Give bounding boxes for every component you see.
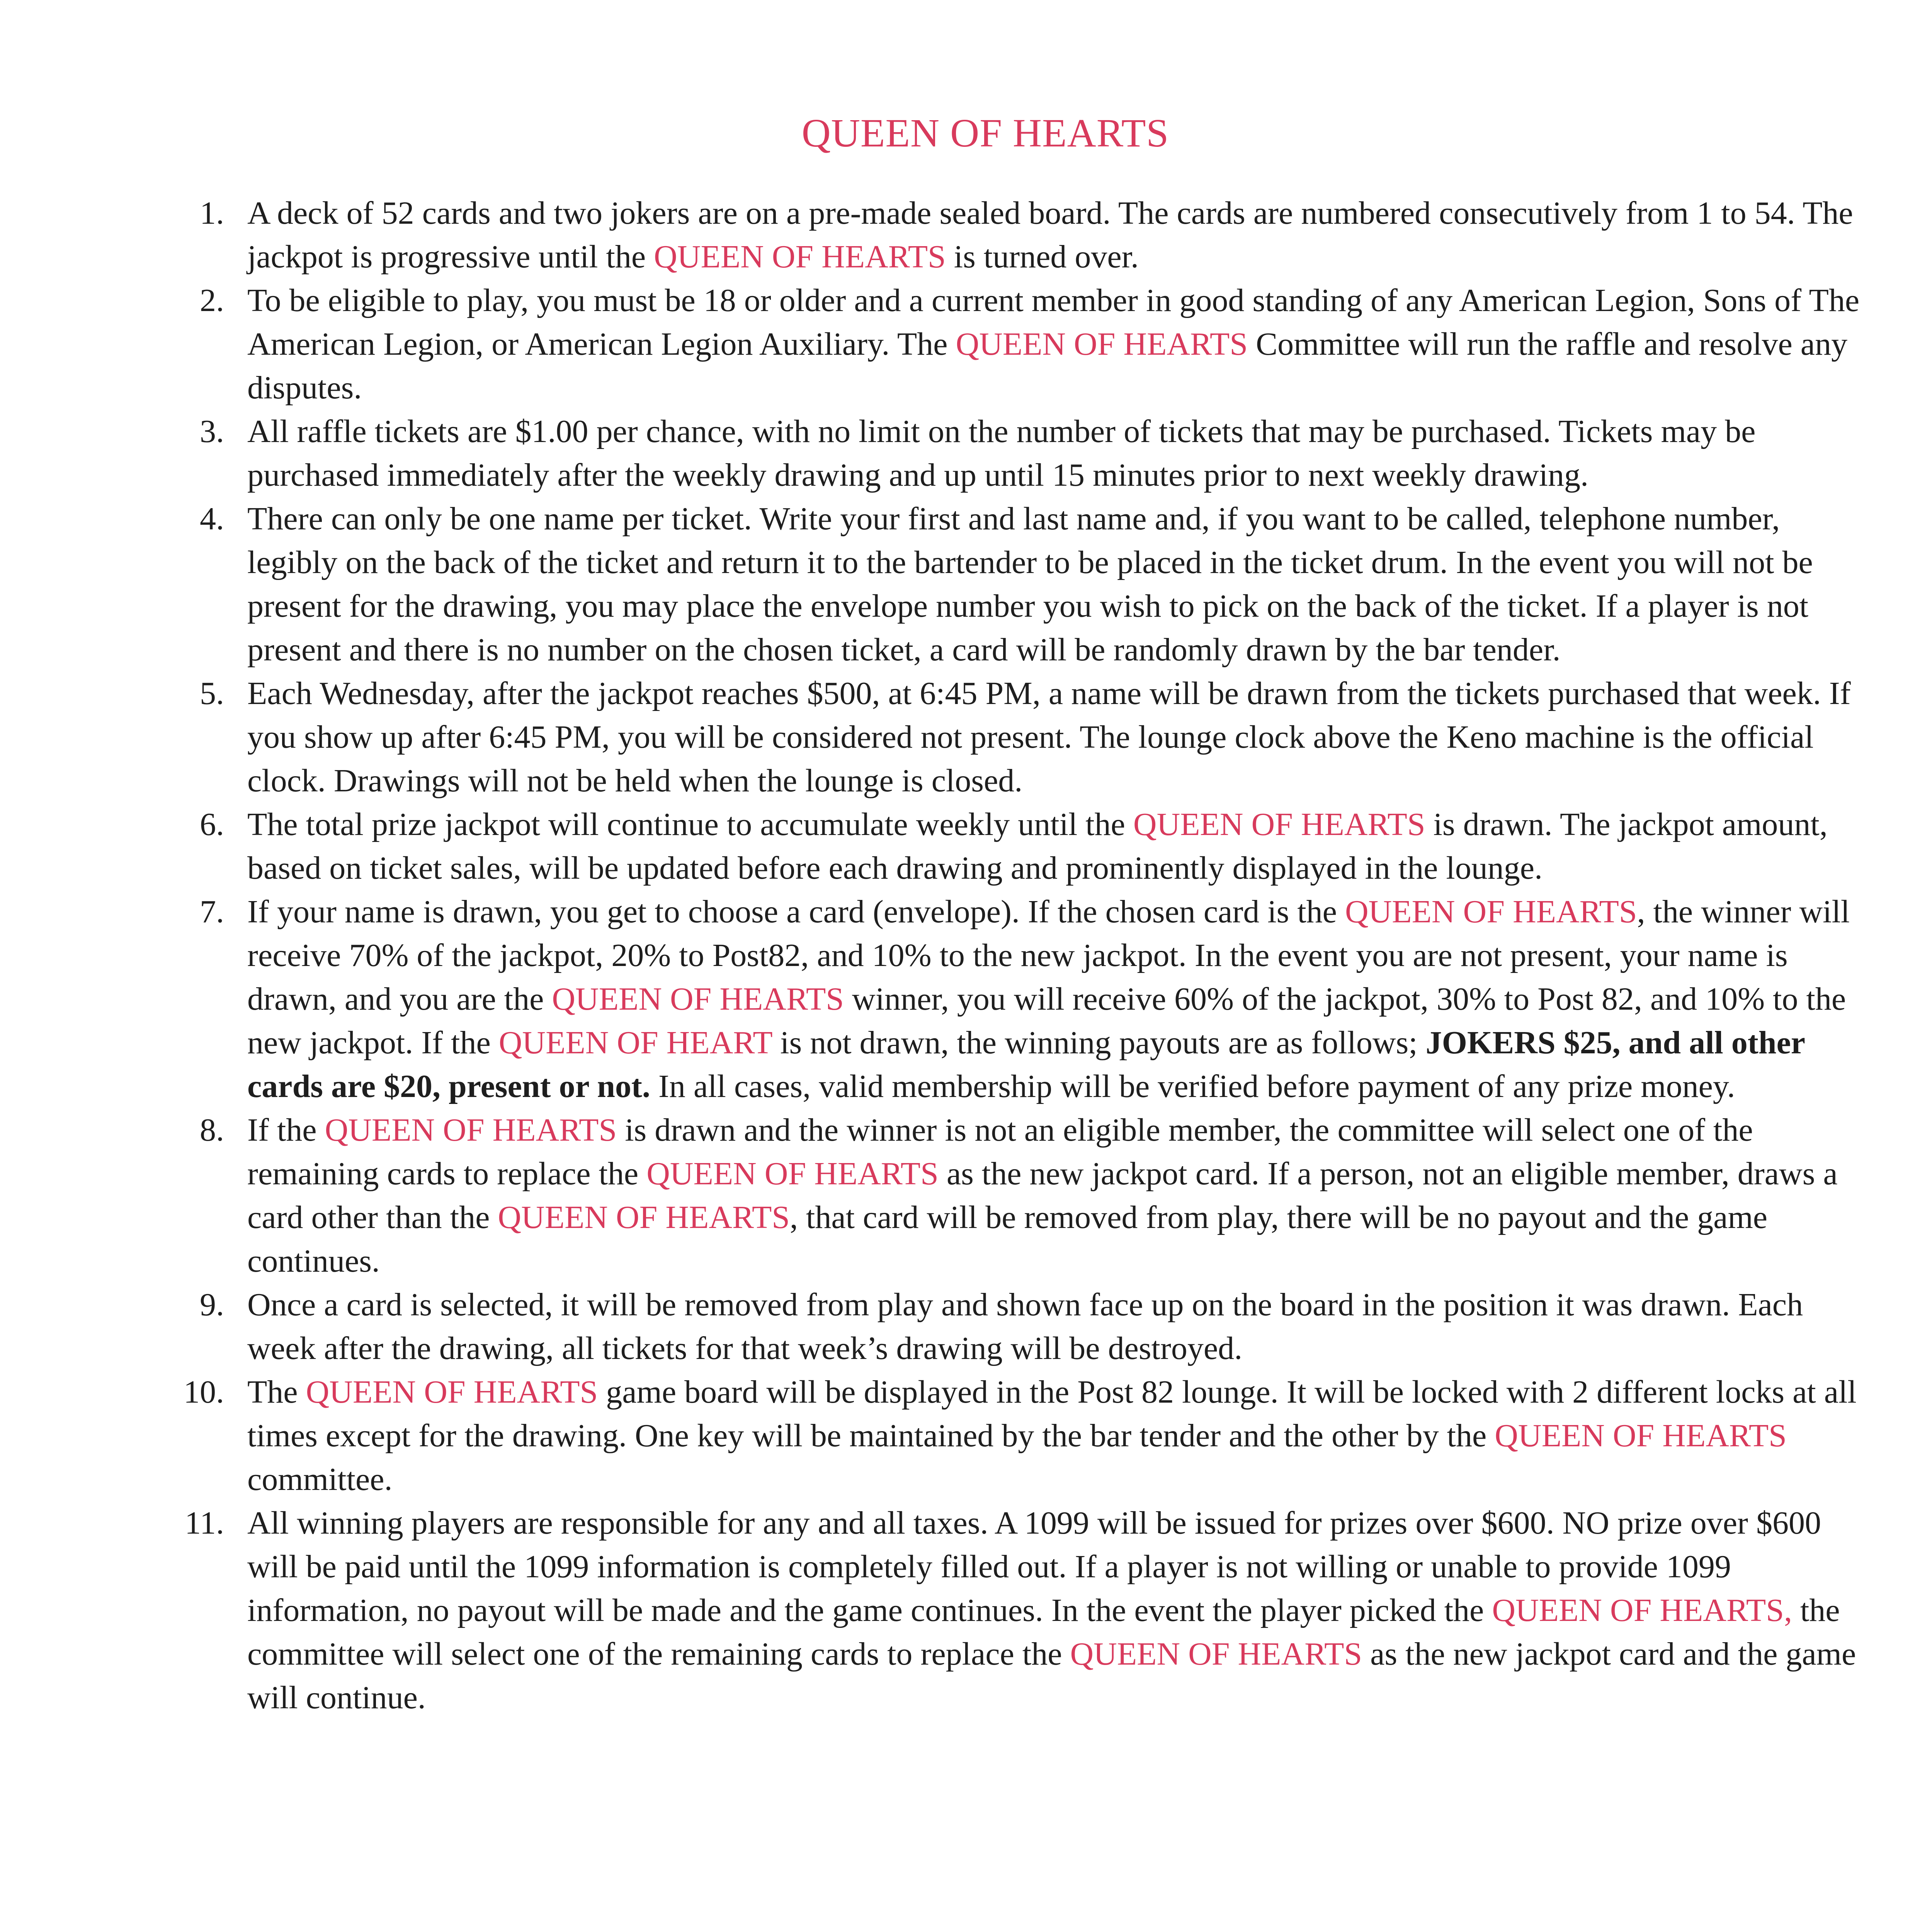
rule-text-segment: In all cases, valid membership will be verified before payment of any prize money.	[650, 1068, 1735, 1104]
rule-number: 8.	[200, 1112, 224, 1148]
highlight-text: QUEEN OF HEARTS	[552, 981, 844, 1017]
rule-number: 7.	[200, 894, 224, 930]
rule-item	[178, 497, 1870, 672]
rule-item	[178, 191, 1870, 279]
rule-number: 3.	[200, 413, 224, 449]
rule-number: 6.	[200, 806, 224, 842]
rule-text-segment: as the new jackpot card. If a person, not an eligible member, draws a card other than the	[247, 1156, 1838, 1235]
rule-item	[178, 410, 1870, 497]
highlight-text: QUEEN OF HEARTS	[646, 1156, 939, 1192]
rule-text-segment: is drawn. The jackpot amount, based on ticket sales, will be updated before each drawing and prominently displayed in the lounge.	[247, 806, 1828, 886]
rule-text-segment: A deck of 52 cards and two jokers are on a pre-made sealed board. The cards are numbered consecutively from 1 to 54. The jackpot is progressive until the	[247, 195, 1853, 275]
rule-text-segment: All raffle tickets are $1.00 per chance, with no limit on the number of tickets that may be purchased. Tickets may be purchased immediately after the weekly drawing and up until 15 minutes prior to next weekly drawing.	[247, 413, 1756, 493]
rule-text	[247, 675, 1851, 799]
highlight-text: QUEEN OF HEARTS	[1495, 1418, 1787, 1454]
document-title: QUEEN OF HEARTS	[801, 111, 1169, 155]
rule-text-segment: is drawn and the winner is not an eligible member, the committee will select one of the remaining cards to replace the	[247, 1112, 1753, 1192]
rule-item	[178, 1283, 1870, 1370]
rule-text	[247, 282, 1859, 406]
rule-text-segment: the committee will select one of the remaining cards to replace the	[247, 1592, 1840, 1672]
rule-text-segment: , that card will be removed from play, there will be no payout and the game continues.	[247, 1199, 1768, 1279]
rule-text	[247, 1374, 1857, 1497]
rule-text-segment: game board will be displayed in the Post 82 lounge. It will be locked with 2 different locks at all times except for the drawing. One key will be maintained by the bar tender and the other by the	[247, 1374, 1857, 1454]
rule-text-segment: If the	[247, 1112, 325, 1148]
rule-item	[178, 803, 1870, 890]
highlight-text: QUEEN OF HEARTS	[956, 326, 1248, 362]
rule-text	[247, 413, 1755, 493]
highlight-text: QUEEN OF HEARTS	[1133, 806, 1425, 842]
rule-item	[178, 1501, 1870, 1719]
rule-text-segment: If your name is drawn, you get to choose a card (envelope). If the chosen card is the	[247, 894, 1345, 930]
rule-text-segment: Committee will run the raffle and resolve any disputes.	[247, 326, 1848, 406]
rule-text-segment: as the new jackpot card and the game will continue.	[247, 1636, 1856, 1716]
rule-text	[247, 1287, 1803, 1366]
rule-text-segment: To be eligible to play, you must be 18 or older and a current member in good standing of any American Legion, Sons of The American Legion, or American Legion Auxiliary. The	[247, 282, 1860, 362]
rule-number: 5.	[200, 675, 224, 711]
highlight-text: QUEEN OF HEARTS	[306, 1374, 598, 1410]
rule-text-segment: All winning players are responsible for any and all taxes. A 1099 will be issued for prizes over $600. NO prize over $600 will be paid until the 1099 information is completely filled out. If a player is not willing or unable to provide 1099 information, no payout will be made and the game continues. In the event the player picked the	[247, 1505, 1821, 1628]
rule-number: 4.	[200, 501, 224, 537]
rule-text-segment: committee.	[247, 1461, 393, 1497]
highlight-text: QUEEN OF HEARTS	[1345, 894, 1637, 930]
highlight-text: QUEEN OF HEARTS,	[1492, 1592, 1792, 1628]
rule-number: 1.	[200, 195, 224, 231]
rule-text	[247, 1112, 1838, 1279]
rule-text	[247, 501, 1813, 668]
rule-text-segment: Once a card is selected, it will be removed from play and shown face up on the board in the position it was drawn. Each week after the drawing, all tickets for that week’s drawing will be destroyed.	[247, 1287, 1803, 1366]
rule-text-segment: The total prize jackpot will continue to accumulate weekly until the	[247, 806, 1133, 842]
rule-item	[178, 279, 1870, 410]
rule-text	[247, 894, 1850, 1104]
highlight-text: QUEEN OF HEART	[498, 1025, 772, 1061]
highlight-text: QUEEN OF HEARTS	[498, 1199, 790, 1235]
rule-item	[178, 672, 1870, 803]
rule-text	[247, 806, 1828, 886]
rule-text-segment: is not drawn, the winning payouts are as follows;	[772, 1025, 1426, 1061]
rule-item	[178, 1370, 1870, 1501]
rule-number: 9.	[200, 1287, 224, 1323]
highlight-text: QUEEN OF HEARTS	[325, 1112, 617, 1148]
rule-text	[247, 1505, 1856, 1716]
rule-text-segment: is turned over.	[946, 239, 1139, 275]
rules-list	[178, 191, 1870, 1719]
rule-item	[178, 1108, 1870, 1283]
rule-text-segment: , the winner will receive 70% of the jackpot, 20% to Post82, and 10% to the new jackpot. In the event you are not present, your name is drawn, and you are the	[247, 894, 1850, 1017]
rule-number: 11.	[185, 1505, 224, 1541]
bold-text: JOKERS $25, and all other cards are $20, present or not.	[247, 1025, 1805, 1104]
rule-text-segment: Each Wednesday, after the jackpot reaches $500, at 6:45 PM, a name will be drawn from the tickets purchased that week. If you show up after 6:45 PM, you will be considered not present. The lounge clock above the Keno machine is the official clock. Drawings will not be held when the lounge is closed.	[247, 675, 1851, 799]
rule-text-segment: The	[247, 1374, 306, 1410]
rule-number: 10.	[184, 1374, 224, 1410]
rule-text-segment: winner, you will receive 60% of the jackpot, 30% to Post 82, and 10% to the new jackpot. If the	[247, 981, 1846, 1061]
rule-text-segment: There can only be one name per ticket. Write your first and last name and, if you want to be called, telephone number, legibly on the back of the ticket and return it to the bartender to be placed in the ticket drum. In the event you will not be present for the drawing, you may place the envelope number you wish to pick on the back of the ticket. If a player is not present and there is no number on the chosen ticket, a card will be randomly drawn by the bar tender.	[247, 501, 1813, 668]
highlight-text: QUEEN OF HEARTS	[1070, 1636, 1362, 1672]
highlight-text: QUEEN OF HEARTS	[654, 239, 946, 275]
rule-item	[178, 890, 1870, 1108]
rule-text	[247, 195, 1853, 275]
rule-number: 2.	[200, 282, 224, 318]
